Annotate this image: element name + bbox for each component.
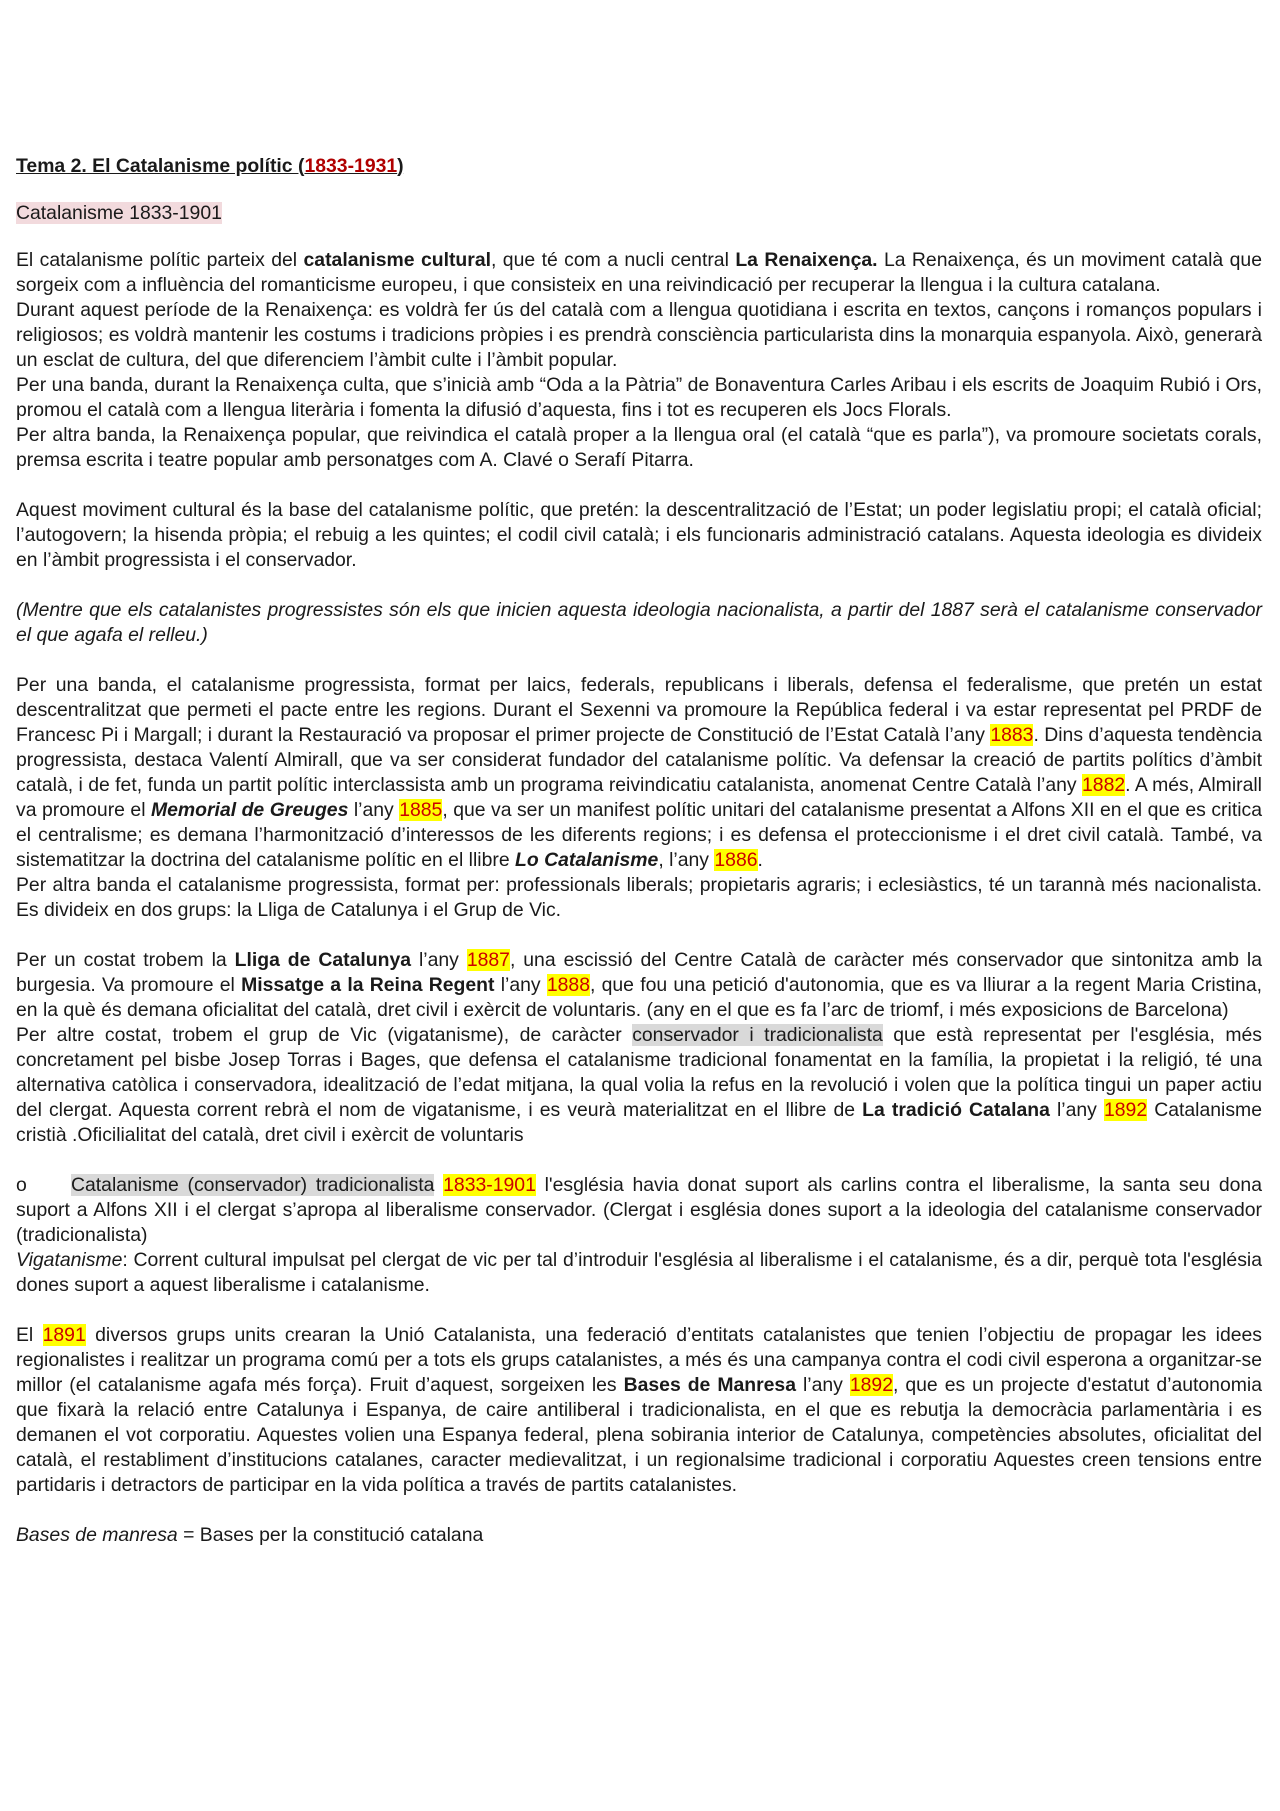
paragraph-base-catalanisme: Aquest moviment cultural és la base del catalanisme polític, que pretén: la descentralització de l’Estat; un poder legislatiu propi; el català oficial; l’autogovern; la hisenda pròpia; el rebuig a les quintes; el codil civil català; i els funcionaris administració catalans. Aquesta ideologia es divideix en l’àmbit progressista i el conservador.	[16, 499, 1262, 571]
year-highlight: 1886	[714, 849, 758, 871]
year-highlight: 1891	[42, 1324, 86, 1346]
year-highlight: 1892	[849, 1374, 893, 1396]
paragraph-vigatanisme: Vigatanisme: Corrent cultural impulsat pel clergat de vic per tal d’introduir l'església al liberalisme i el catalanisme, és a dir, perquè tota l'església dones suport a aquest liberalisme i catalanisme.	[16, 1249, 1262, 1296]
year-highlight: 1887	[466, 949, 510, 971]
paragraph-lliga: Per un costat trobem la Lliga de Catalunya l’any 1887, una escissió del Centre Català de caràcter més conservador que sintonitza amb la burgesia. Va promoure el Missatge a la Reina Regent l’any 1888, que fou una petició d'autonomia, que es va lliurar a la regent Maria Cristina, en la què és demana oficialitat del català, dret civil i exèrcit de voluntaris. (any en el que es fa l’arc de triomf, i més exposicions de Barcelona)	[16, 949, 1263, 1021]
section-subtitle: Catalanisme 1833-1901	[16, 202, 222, 224]
paragraph-renaixenca-culta: Per una banda, durant la Renaixença culta, que s’inicià amb “Oda a la Pàtria” de Bonaventura Carles Aribau i els escrits de Joaquim Rubió i Ors, promou el català com a llengua literària i fomenta la difusió d’aquesta, fins i tot es recuperen els Jocs Florals.	[16, 374, 1262, 421]
year-highlight: 1833-1901	[443, 1174, 536, 1196]
year-highlight: 1883	[990, 724, 1034, 746]
title-years: 1833-1931	[304, 155, 398, 177]
year-highlight: 1888	[546, 974, 590, 996]
paragraph-bases-manresa: Bases de manresa = Bases per la constitució catalana	[16, 1524, 484, 1546]
paragraph-vic: Per altre costat, trobem el grup de Vic (vigatanisme), de caràcter conservador i tradicionalista que està representat per l'església, més concretament pel bisbe Josep Torras i Bages, que defensa el catalanisme tradicional fonamentat en la família, la propietat i la religió, té una alternativa catòlica i conservadora, idealització de l’edat mitjana, la qual volia la refus en la revolució i volen que la política tingui un paper actiu del clergat. Aquesta corrent rebrà el nom de vigatanisme, i es veurà materialitzat en el llibre de La tradició Catalana l’any 1892 Catalanisme cristià .Oficilialitat del català, dret civil i exèrcit de voluntaris	[16, 1024, 1262, 1146]
paragraph-renaixenca-popular: Per altra banda, la Renaixença popular, que reivindica el català proper a la llengua oral (el català “que es parla”), va promoure societats corals, premsa escrita i teatre popular amb personatges com A. Clavé o Serafí Pitarra.	[16, 424, 1262, 471]
paragraph-renaixenca: Durant aquest període de la Renaixença: es voldrà fer ús del català com a llengua quotidiana i escrita en textos, cançons i romanços populars i religiosos; es voldrà mantenir les costums i tradicions pròpies i es prendrà consciència particularista dins la monarquia espanyola. Això, generarà un esclat de cultura, del que diferenciem l’àmbit culte i l’àmbit popular.	[16, 299, 1262, 371]
paragraph-progressista: Per una banda, el catalanisme progressista, format per laics, federals, republicans i liberals, defensa el federalisme, que pretén un estat descentralitzat que permeti el pacte entre les regions. Durant el Sexenni va promoure la República federal i va estar representat pel PRDF de Francesc Pi i Margall; i durant la Restauració va proposar el primer projecte de Constitució de l’Estat Català l’any 1883. Dins d’aquesta tendència progressista, destaca Valentí Almirall, que va ser considerat fundador del catalanisme polític. Va defensar la creació de partits polítics d’àmbit català, i de fet, funda un partit polític interclassista amb un programa reivindicatiu catalanista, anomenat Centre Català l’any 1882. A més, Almirall va promoure el Memorial de Greuges l’any 1885, que va ser un manifest polític unitari del catalanisme presentat a Alfons XII en el que es critica el centralisme; es demana l’harmonització d’interessos de les diferents regions; i es defensa el proteccionisme i el dret civil català. També, va sistematitzar la doctrina del catalanisme polític en el llibre Lo Catalanisme, l’any 1886.	[16, 674, 1262, 871]
year-highlight: 1892	[1103, 1099, 1148, 1121]
page-title: Tema 2. El Catalanisme polític (1833-1931)	[16, 155, 404, 177]
paragraph-intro: El catalanisme polític parteix del catalanisme cultural, que té com a nucli central La Renaixença. La Renaixença, és un moviment català que sorgeix com a influència del romanticisme europeu, i que consisteix en una reivindicació per recuperar la llengua i la cultura catalana.	[16, 249, 1262, 296]
year-highlight: 1882	[1082, 774, 1126, 796]
paragraph-nacionalista: Per altra banda el catalanisme progressista, format per: professionals liberals; propietaris agraris; i eclesiàstics, té un tarannà més nacionalista. Es divideix en dos grups: la Lliga de Catalunya i el Grup de Vic.	[16, 874, 1262, 921]
paragraph-unio-catalanista: El 1891 diversos grups units crearan la Unió Catalanista, una federació d’entitats catalanistes que tenien l’objectiu de propagar les idees regionalistes i realitzar un programa comú per a tots els grups catalanistes, a més és una campanya contra el codi civil esperona a organitzar-se millor (el catalanisme agafa més força). Fruit d’aquest, sorgeixen les Bases de Manresa l’any 1892, que es un projecte d'estatut d’autonomia que fixarà la relació entre Catalunya i Espanya, de caire antiliberal i tradicionalista, en el que es rebutja la democràcia parlamentària i es demanen el vot corporatiu. Aquestes volien una Espanya federal, plena sobirania interior de Catalunya, competències absolutes, oficialitat del català, el restabliment d’institucions catalanes, caracter medievalitzat, i un regionalsime tradicional i corporatiu Aquestes creen tensions entre partidaris i detractors de participar en la vida política a través de partits catalanistes.	[16, 1324, 1262, 1496]
paragraph-note: (Mentre que els catalanistes progressistes són els que inicien aquesta ideologia nacionalista, a partir del 1887 serà el catalanisme conservador el que agafa el relleu.)	[16, 599, 1262, 646]
document-page	[16, 154, 1262, 1548]
paragraph-bullet-tradicionalista: o Catalanisme (conservador) tradicionalista 1833-1901 l'església havia donat suport als carlins contra el liberalisme, la santa seu dona suport a Alfons XII i el clergat s’apropa al liberalisme conservador. (Clergat i església dones suport a la ideologia del catalanisme conservador (tradicionalista)	[16, 1174, 1262, 1246]
year-highlight: 1885	[399, 799, 443, 821]
bullet-marker: o	[16, 1174, 27, 1196]
